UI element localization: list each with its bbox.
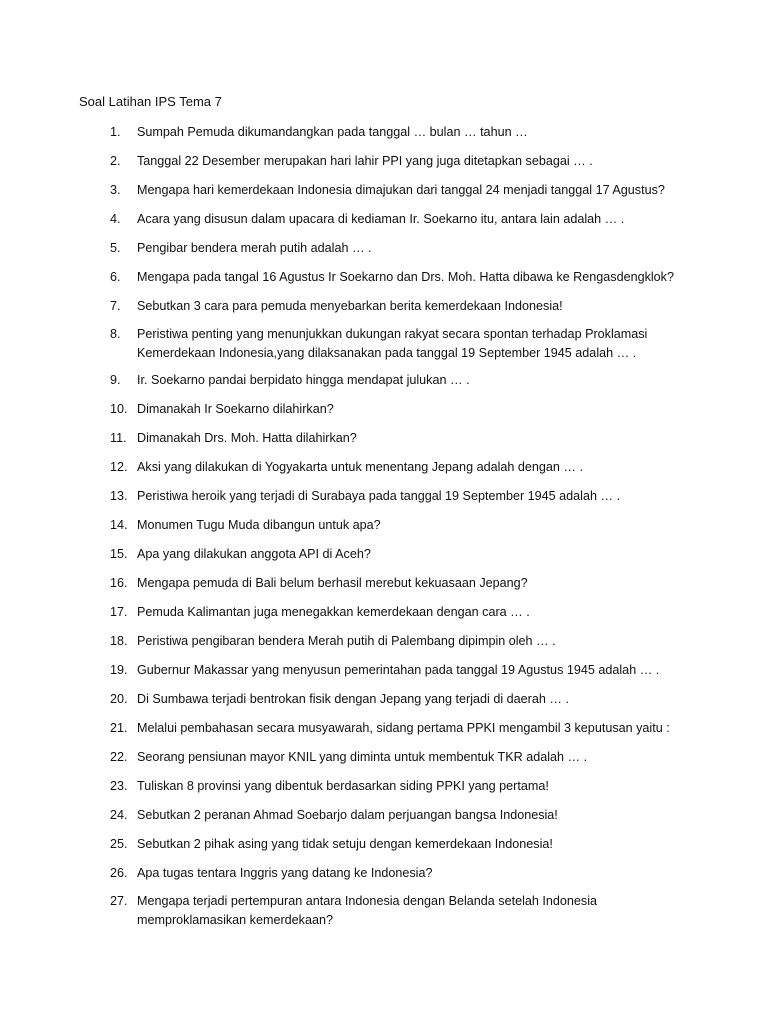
question-text: Mengapa pemuda di Bali belum berhasil merebut kekuasaan Jepang? <box>137 576 528 590</box>
question-text: Tanggal 22 Desember merupakan hari lahir PPI yang juga ditetapkan sebagai … . <box>137 154 593 168</box>
question-text: Acara yang disusun dalam upacara di kediaman Ir. Soekarno itu, antara lain adalah … . <box>137 212 625 226</box>
question-number: 8. <box>110 327 121 341</box>
question-text: Mengapa pada tangal 16 Agustus Ir Soekarno dan Drs. Moh. Hatta dibawa ke Rengasdengklok? <box>137 270 674 284</box>
question-text: Dimanakah Ir Soekarno dilahirkan? <box>137 402 334 416</box>
question-number: 4. <box>110 212 121 226</box>
question-number: 24. <box>110 808 128 822</box>
question-text: Pemuda Kalimantan juga menegakkan kemerdekaan dengan cara … . <box>137 605 530 619</box>
question-number: 3. <box>110 183 121 197</box>
question-text: Ir. Soekarno pandai berpidato hingga mendapat julukan … . <box>137 373 470 387</box>
question-number: 12. <box>110 460 128 474</box>
question-number: 19. <box>110 663 128 677</box>
question-text: Tuliskan 8 provinsi yang dibentuk berdasarkan siding PPKI yang pertama! <box>137 779 549 793</box>
question-number: 17. <box>110 605 128 619</box>
question-number: 18. <box>110 634 128 648</box>
question-number: 7. <box>110 299 121 313</box>
question-number: 13. <box>110 489 128 503</box>
question-text: Pengibar bendera merah putih adalah … . <box>137 241 372 255</box>
question-number: 25. <box>110 837 128 851</box>
question-text: Dimanakah Drs. Moh. Hatta dilahirkan? <box>137 431 357 445</box>
question-text: Aksi yang dilakukan di Yogyakarta untuk menentang Jepang adalah dengan … . <box>137 460 584 474</box>
question-text: Peristiwa pengibaran bendera Merah putih di Palembang dipimpin oleh … . <box>137 634 556 648</box>
question-text: Apa tugas tentara Inggris yang datang ke Indonesia? <box>137 866 433 880</box>
question-text: Apa yang dilakukan anggota API di Aceh? <box>137 547 371 561</box>
question-text: Melalui pembahasan secara musyawarah, sidang pertama PPKI mengambil 3 keputusan yaitu : <box>137 721 670 735</box>
question-number: 16. <box>110 576 128 590</box>
question-number: 27. <box>110 894 128 908</box>
question-number: 20. <box>110 692 128 706</box>
question-number: 21. <box>110 721 128 735</box>
question-number: 5. <box>110 241 121 255</box>
question-text: Sebutkan 2 pihak asing yang tidak setuju dengan kemerdekaan Indonesia! <box>137 837 553 851</box>
question-text: Peristiwa heroik yang terjadi di Surabaya pada tanggal 19 September 1945 adalah … . <box>137 489 621 503</box>
question-text: Sebutkan 3 cara para pemuda menyebarkan berita kemerdekaan Indonesia! <box>137 299 563 313</box>
question-text: Seorang pensiunan mayor KNIL yang diminta untuk membentuk TKR adalah … . <box>137 750 588 764</box>
document-title: Soal Latihan IPS Tema 7 <box>79 94 222 109</box>
question-text: Peristiwa penting yang menunjukkan dukungan rakyat secara spontan terhadap Proklamasi Kemerdekaan Indonesia,yang dilaksanakan pada tanggal 19 September 1945 adalah … . <box>137 327 648 360</box>
question-number: 6. <box>110 270 121 284</box>
question-number: 14. <box>110 518 128 532</box>
question-number: 9. <box>110 373 121 387</box>
question-number: 26. <box>110 866 128 880</box>
question-number: 10. <box>110 402 128 416</box>
question-text: Di Sumbawa terjadi bentrokan fisik dengan Jepang yang terjadi di daerah … . <box>137 692 569 706</box>
question-number: 15. <box>110 547 128 561</box>
question-number: 22. <box>110 750 128 764</box>
question-text: Sebutkan 2 peranan Ahmad Soebarjo dalam perjuangan bangsa Indonesia! <box>137 808 558 822</box>
question-text: Mengapa hari kemerdekaan Indonesia dimajukan dari tanggal 24 menjadi tanggal 17 Agustus? <box>137 183 665 197</box>
question-number: 2. <box>110 154 121 168</box>
question-text: Sumpah Pemuda dikumandangkan pada tanggal … bulan … tahun … <box>137 125 528 139</box>
question-text: Gubernur Makassar yang menyusun pemerintahan pada tanggal 19 Agustus 1945 adalah … . <box>137 663 660 677</box>
question-text: Monumen Tugu Muda dibangun untuk apa? <box>137 518 381 532</box>
question-number: 1. <box>110 125 121 139</box>
question-text: Mengapa terjadi pertempuran antara Indonesia dengan Belanda setelah Indonesia memproklamasikan kemerdekaan? <box>137 894 598 927</box>
question-number: 11. <box>110 431 127 445</box>
question-number: 23. <box>110 779 128 793</box>
